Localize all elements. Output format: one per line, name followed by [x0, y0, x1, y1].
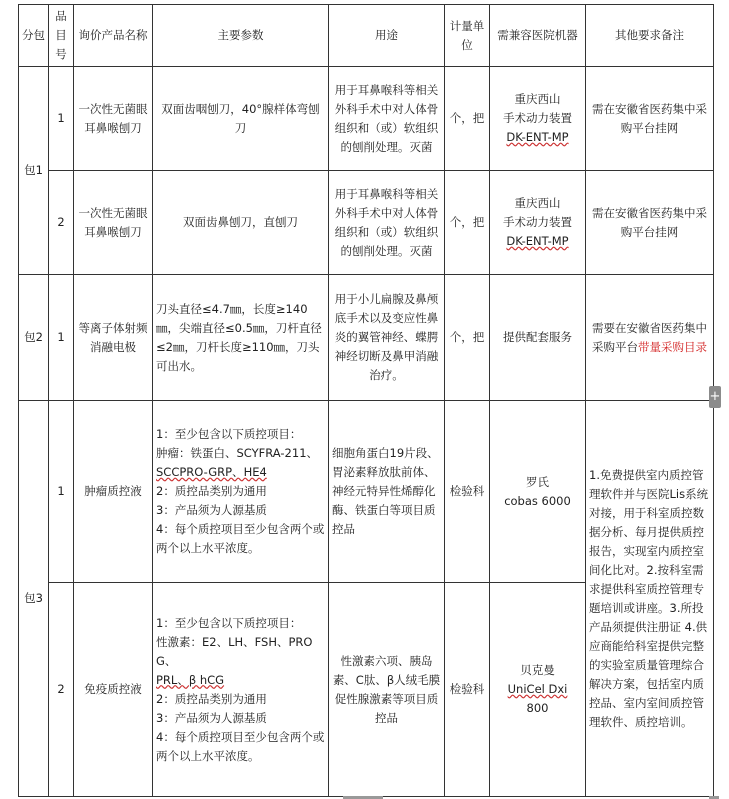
params: [153, 583, 329, 797]
usage: 性激素六项、胰岛素、C肽、β人绒毛膜促性腺激素等项目质控品: [329, 583, 445, 797]
machine-brand: 罗氏: [526, 474, 549, 489]
table-row: [19, 67, 714, 171]
header-row: [19, 5, 714, 67]
params-line: SCCPRO-GRP、HE4: [156, 465, 267, 479]
header-notes: 其他要求备注: [586, 5, 714, 67]
header-item-no: 品目号: [49, 5, 74, 67]
pkg-label: 包1: [19, 67, 49, 275]
header-pkg: 分包: [19, 5, 49, 67]
machine-brand: 重庆西山: [514, 92, 561, 106]
product-name: 肿瘤质控液: [74, 401, 153, 583]
params: 双面齿咽刨刀，40°腺样体弯刨刀: [153, 67, 329, 171]
item-no: 1: [49, 401, 74, 583]
params-line: PRL、β hCG: [156, 672, 225, 687]
item-no: 2: [49, 171, 74, 275]
notes: 需在安徽省医药集中采购平台挂网: [586, 67, 714, 171]
machine-device: 手术动力装置: [503, 215, 572, 229]
params-line: 2：质控品类别为通用: [156, 484, 267, 498]
notes: 需在安徽省医药集中采购平台挂网: [586, 171, 714, 275]
machine: [490, 67, 586, 171]
usage: 用于小儿扁腺及鼻颅底手术以及变应性鼻炎的翼管神经、蝶腭神经切断及鼻甲消融治疗。: [329, 275, 445, 401]
unit: 个，把: [445, 275, 490, 401]
params-line: 3：产品须为人源基质: [156, 710, 267, 725]
params: 刀头直径≤4.7㎜，长度≥140㎜，尖端直径≤0.5㎜，刀杆直径≤2㎜，刀杆长度≥110㎜，刀头可出水。: [153, 275, 329, 401]
machine: [490, 171, 586, 275]
machine-model: cobas 6000: [504, 493, 571, 508]
params-line: 1：至少包含以下质控项目：: [156, 427, 302, 441]
params: 双面齿鼻刨刀，直刨刀: [153, 171, 329, 275]
product-name: 一次性无菌眼耳鼻喉刨刀: [74, 67, 153, 171]
product-name: 一次性无菌眼耳鼻喉刨刀: [74, 171, 153, 275]
product-name: 免疫质控液: [74, 583, 153, 797]
add-icon[interactable]: +: [709, 386, 721, 408]
unit: 个，把: [445, 171, 490, 275]
usage: 用于耳鼻喉科等相关外科手术中对人体骨组织和（或）软组织的刨削处理。灭菌: [329, 171, 445, 275]
machine-model-suffix: 800: [526, 701, 549, 715]
unit: 检验科: [445, 401, 490, 583]
header-unit: 计量单位: [445, 5, 490, 67]
machine: 提供配套服务: [490, 275, 586, 401]
params: [153, 401, 329, 583]
item-no: 2: [49, 583, 74, 797]
notes-highlight: 带量采购目录: [638, 339, 707, 354]
machine-brand: 贝克曼: [520, 663, 555, 677]
table-row: [19, 171, 714, 275]
machine-model: DK-ENT-MP: [506, 234, 569, 248]
item-no: 1: [49, 275, 74, 401]
item-no: 1: [49, 67, 74, 171]
machine-model: DK-ENT-MP: [506, 130, 569, 144]
machine: [490, 583, 586, 797]
product-name: 等离子体射频消融电极: [74, 275, 153, 401]
machine-model: UniCel Dxi: [507, 682, 568, 696]
notes: [586, 275, 714, 401]
params-line: 1：至少包含以下质控项目：: [156, 615, 302, 630]
header-machine: 需兼容医院机器: [490, 5, 586, 67]
table-row: [19, 275, 714, 401]
machine-device: 手术动力装置: [503, 111, 572, 125]
params-line: 4：每个质控项目至少包含两个或两个以上水平浓度。: [156, 522, 325, 555]
header-params: 主要参数: [153, 5, 329, 67]
unit: 检验科: [445, 583, 490, 797]
usage: 细胞角蛋白19片段、胃泌素释放肽前体、神经元特异性烯醇化酶、铁蛋白等项目质控品: [329, 401, 445, 583]
header-product: 询价产品名称: [74, 5, 153, 67]
params-line: 4：每个质控项目至少包含两个或两个以上水平浓度。: [156, 729, 325, 763]
pkg3-notes: 1.免费提供室内质控管理软件并与医院Lis系统对接，用于科室质控数据分析、每月提供质控报告，实现室内质控室间化比对。2.按科室需求提供科室质控管理专题培训或讲座。3.所投产品须提供注册证 4.供应商能给科室提供完整的实验室质量管理综合解决方案，包括室内质控品、室内室间质控管理软件、质控培训。: [586, 401, 714, 797]
unit: 个，把: [445, 67, 490, 171]
params-line: 性激素：E2、LH、FSH、PROG、: [156, 634, 313, 668]
pkg-label: 包2: [19, 275, 49, 401]
pkg-label: 包3: [19, 401, 49, 797]
procurement-table: [18, 4, 714, 797]
machine: [490, 401, 586, 583]
notes-text: 需要在安徽省医药集中采购平台: [592, 320, 707, 354]
params-line: 2：质控品类别为通用: [156, 691, 267, 706]
params-line: 肿瘤：铁蛋白、SCYFRA-211、: [156, 446, 319, 460]
params-line: 3：产品须为人源基质: [156, 503, 267, 517]
usage: 用于耳鼻喉科等相关外科手术中对人体骨组织和（或）软组织的刨削处理。灭菌: [329, 67, 445, 171]
table-row: [19, 401, 714, 583]
machine-brand: 重庆西山: [514, 196, 561, 210]
header-usage: 用途: [329, 5, 445, 67]
